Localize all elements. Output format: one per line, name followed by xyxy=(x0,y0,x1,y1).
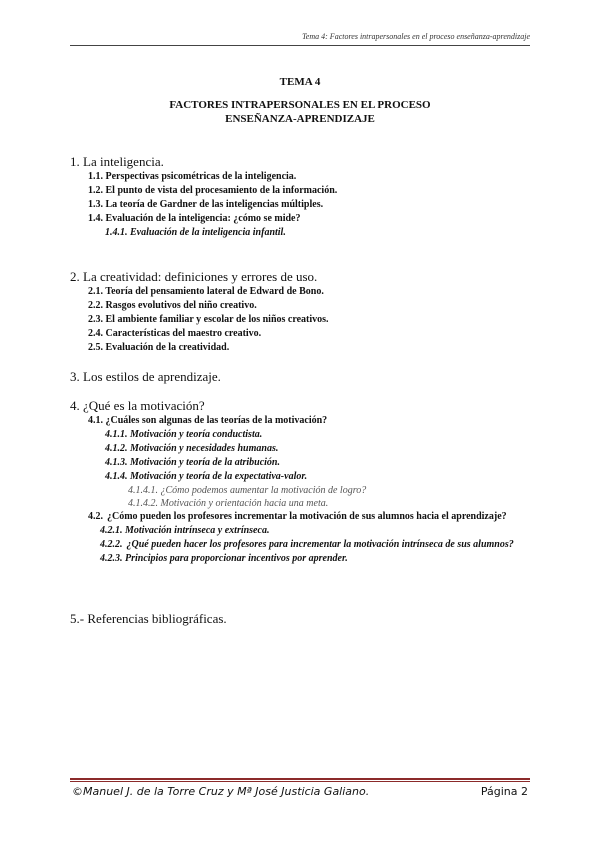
toc-item: 1.1. Perspectivas psicométricas de la inteligencia. xyxy=(88,171,297,182)
toc-section-3 xyxy=(70,369,530,385)
toc-item: 1.4. Evaluación de la inteligencia: ¿cómo se mide? xyxy=(88,213,301,224)
toc-subitem-wrapped xyxy=(70,538,530,552)
toc-subitem: 4.1.3. Motivación y teoría de la atribución. xyxy=(105,457,280,468)
toc-subitem: 4.1.2. Motivación y necesidades humanas. xyxy=(105,443,279,454)
toc-item: 1.2. El punto de vista del procesamiento de la información. xyxy=(88,185,338,196)
toc-section-2 xyxy=(70,269,530,355)
toc-item: 2.5. Evaluación de la creatividad. xyxy=(88,342,230,353)
toc-item-number: 4.2.2. xyxy=(100,539,123,550)
chapter-title: TEMA 4 xyxy=(279,76,321,88)
toc-item-text: ¿Qué pueden hacer los profesores para incrementar la motivación intrínseca de sus alumnos? xyxy=(126,539,514,550)
footer-authors: ©Manuel J. de la Torre Cruz y Mª José Justicia Galiano. xyxy=(72,785,370,798)
toc-subitem: 4.2.3. Principios para proporcionar incentivos por aprender. xyxy=(100,553,348,564)
toc-section-4 xyxy=(70,398,530,566)
subtitle-line: ENSEÑANZA-APRENDIZAJE xyxy=(225,113,375,125)
section-heading: 1. La inteligencia. xyxy=(70,154,164,169)
toc-subitem: 4.1.1. Motivación y teoría conductista. xyxy=(105,429,263,440)
running-header: Tema 4: Factores intrapersonales en el proceso enseñanza-aprendizaje xyxy=(70,32,530,46)
section-heading: 5.- Referencias bibliográficas. xyxy=(70,611,227,626)
toc-subitem: 1.4.1. Evaluación de la inteligencia infantil. xyxy=(105,227,286,238)
toc-section-1 xyxy=(70,154,530,240)
toc-subsubitem: 4.1.4.1. ¿Cómo podemos aumentar la motivación de logro? xyxy=(128,485,367,496)
toc-item-wrapped xyxy=(70,510,530,524)
toc-item-number: 4.2. xyxy=(88,511,103,522)
toc-item-text: ¿Cómo pueden los profesores incrementar la motivación de sus alumnos hacia el aprendizaje? xyxy=(107,511,507,522)
section-heading: 2. La creatividad: definiciones y errores de uso. xyxy=(70,269,318,284)
section-heading: 4. ¿Qué es la motivación? xyxy=(70,398,205,413)
toc-subsubitem: 4.1.4.2. Motivación y orientación hacia una meta. xyxy=(128,498,329,509)
subtitle-line: FACTORES INTRAPERSONALES EN EL PROCESO xyxy=(169,99,431,111)
toc-item: 2.3. El ambiente familiar y escolar de los niños creativos. xyxy=(88,314,329,325)
toc-subitem: 4.2.1. Motivación intrínseca y extrínseca. xyxy=(100,525,270,536)
toc-item: 2.4. Características del maestro creativo. xyxy=(88,328,262,339)
page-number: Página 2 xyxy=(480,785,528,798)
toc-item: 2.1. Teoría del pensamiento lateral de Edward de Bono. xyxy=(88,286,324,297)
toc-item: 4.1. ¿Cuáles son algunas de las teorías de la motivación? xyxy=(88,415,328,426)
toc-item: 1.3. La teoría de Gardner de las inteligencias múltiples. xyxy=(88,199,324,210)
footer-rule xyxy=(70,778,530,780)
toc-section-5 xyxy=(70,611,530,627)
toc-subitem: 4.1.4. Motivación y teoría de la expectativa-valor. xyxy=(105,471,308,482)
section-heading: 3. Los estilos de aprendizaje. xyxy=(70,369,221,384)
toc-item: 2.2. Rasgos evolutivos del niño creativo. xyxy=(88,300,257,311)
footer-rule xyxy=(70,781,530,782)
chapter-subtitle xyxy=(0,98,600,126)
